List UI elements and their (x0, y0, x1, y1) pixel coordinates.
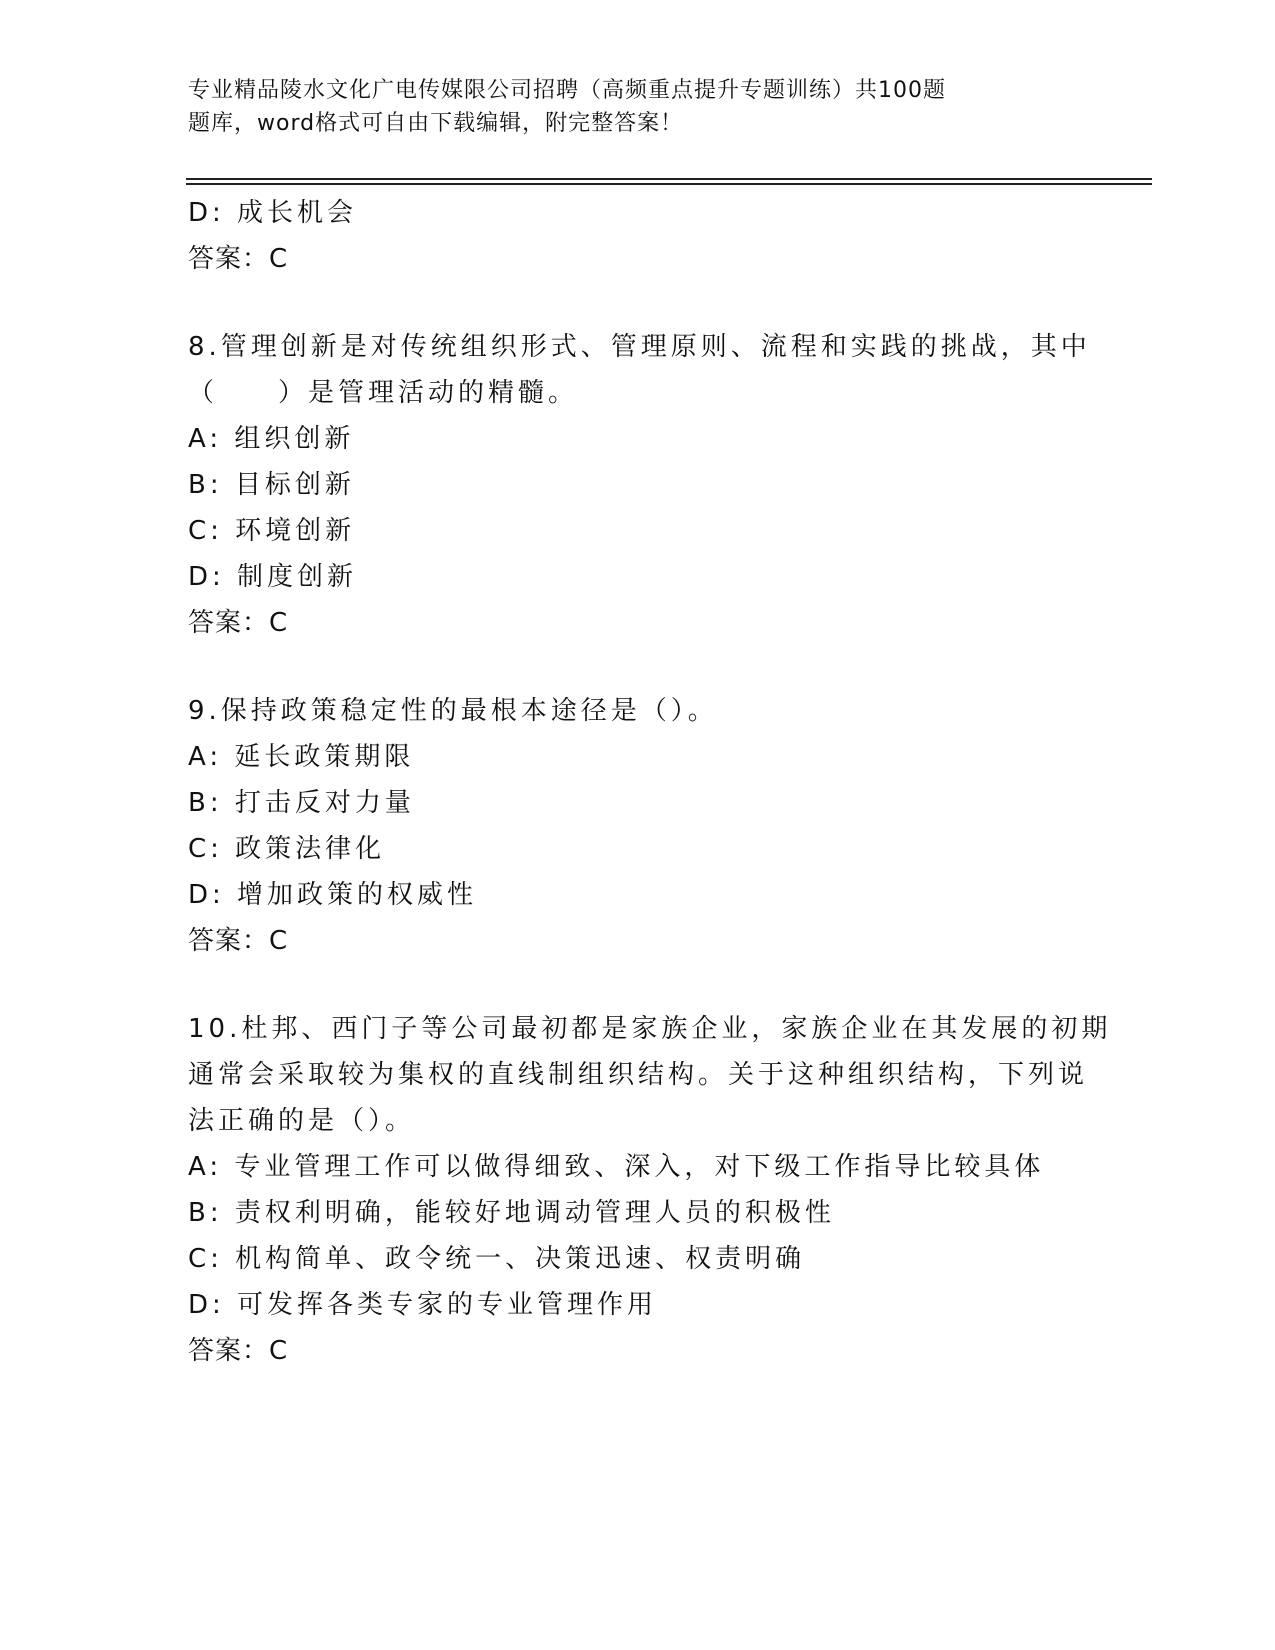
question-text: （ ）是管理活动的精髓。 (188, 378, 579, 408)
prev-option-d: D: 成长机会 (188, 198, 358, 228)
document-header (188, 74, 1048, 140)
option-b: B: 目标创新 (188, 470, 355, 500)
answer: 答案：C (188, 926, 289, 956)
answer: 答案：C (188, 608, 289, 638)
option-a: A: 组织创新 (188, 424, 355, 454)
prev-answer: 答案：C (188, 244, 289, 274)
question-9 (188, 688, 1088, 964)
question-text: 9.保持政策稳定性的最根本途径是（）。 (188, 696, 718, 726)
option-d: D: 可发挥各类专家的专业管理作用 (188, 1290, 658, 1320)
option-a: A: 专业管理工作可以做得细致、深入，对下级工作指导比较具体 (188, 1152, 1045, 1182)
option-c: C: 环境创新 (188, 516, 356, 546)
header-title-line-1: 专业精品陵水文化广电传媒限公司招聘（高频重点提升专题训练）共100题 (188, 78, 946, 103)
option-d: D: 增加政策的权威性 (188, 880, 478, 910)
question-8 (188, 324, 1091, 646)
header-title-line-2: 题库，word格式可自由下载编辑，附完整答案！ (188, 111, 684, 136)
option-b: B: 打击反对力量 (188, 788, 415, 818)
option-b: B: 责权利明确，能较好地调动管理人员的积极性 (188, 1198, 835, 1228)
header-divider-bottom (186, 183, 1152, 185)
question-10 (188, 1006, 1112, 1374)
question-content (188, 190, 1112, 1374)
option-d: D: 制度创新 (188, 562, 358, 592)
question-text: 8.管理创新是对传统组织形式、管理原则、流程和实践的挑战，其中 (188, 332, 1091, 362)
answer: 答案：C (188, 1336, 289, 1366)
question-text: 10.杜邦、西门子等公司最初都是家族企业，家族企业在其发展的初期 (188, 1014, 1112, 1044)
question-text: 法正确的是（）。 (188, 1106, 416, 1136)
question-text: 通常会采取较为集权的直线制组织结构。关于这种组织结构，下列说 (188, 1060, 1089, 1090)
header-divider-top (186, 178, 1152, 180)
option-c: C: 机构简单、政令统一、决策迅速、权责明确 (188, 1244, 806, 1274)
option-c: C: 政策法律化 (188, 834, 386, 864)
option-a: A: 延长政策期限 (188, 742, 415, 772)
